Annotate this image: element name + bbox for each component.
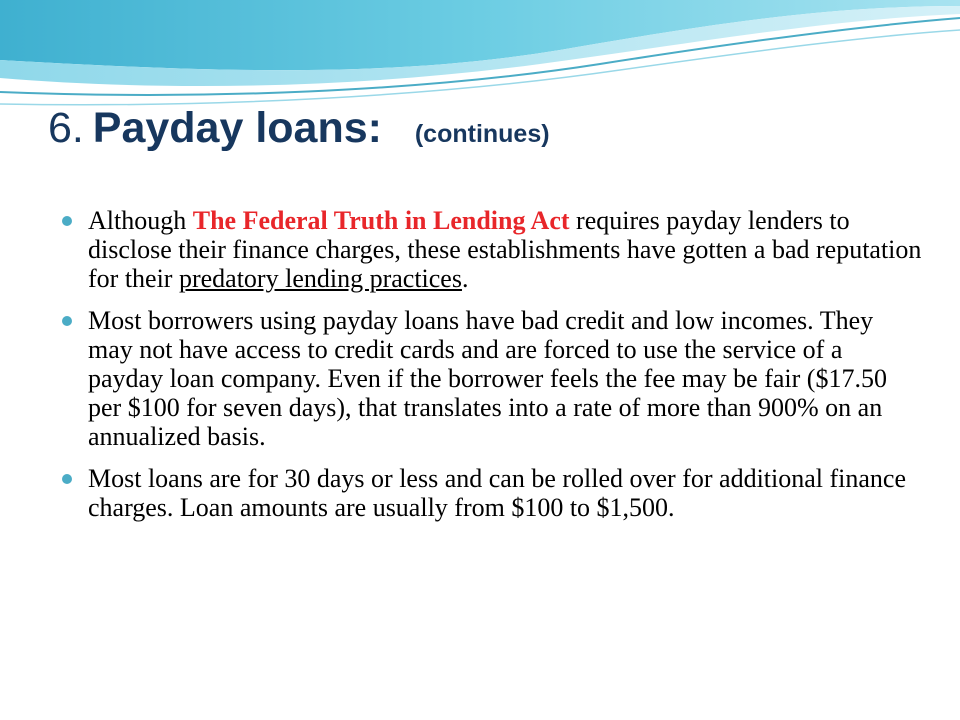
title-main: Payday loans: xyxy=(92,104,382,152)
bullet-list xyxy=(62,206,922,535)
bullet-text: requires payday lenders to disclose their finance charges, these establishments have gotten a bad reputation for their xyxy=(88,206,922,293)
bullet-dot-icon xyxy=(62,216,72,226)
bullet-item xyxy=(62,464,922,522)
bullet-text: . xyxy=(461,264,469,293)
bullet-text: Most borrowers using payday loans have bad credit and low incomes. They may not have access to credit cards and are forced to use the service of a payday loan company. Even if the borrower feels the fee may be fair ($17.50 per $100 for seven days), that translates into a rate of more than 900% on an annualized basis. xyxy=(88,306,887,451)
bullet-text: Although xyxy=(88,206,193,235)
bullet-dot-icon xyxy=(62,316,72,326)
title-subtitle: (continues) xyxy=(414,120,550,148)
bullet-text: Most loans are for 30 days or less and can be rolled over for additional finance charges. Loan amounts are usually from $100 to $1,500. xyxy=(88,464,907,522)
bullet-dot-icon xyxy=(62,474,72,484)
bullet-item xyxy=(62,206,922,293)
bullet-item xyxy=(62,306,922,451)
title-number: 6. xyxy=(48,104,84,152)
underlined-text: predatory lending practices xyxy=(178,264,462,293)
highlighted-text: The Federal Truth in Lending Act xyxy=(192,206,570,235)
header-wave-decoration xyxy=(0,0,960,120)
slide-title xyxy=(48,104,550,153)
